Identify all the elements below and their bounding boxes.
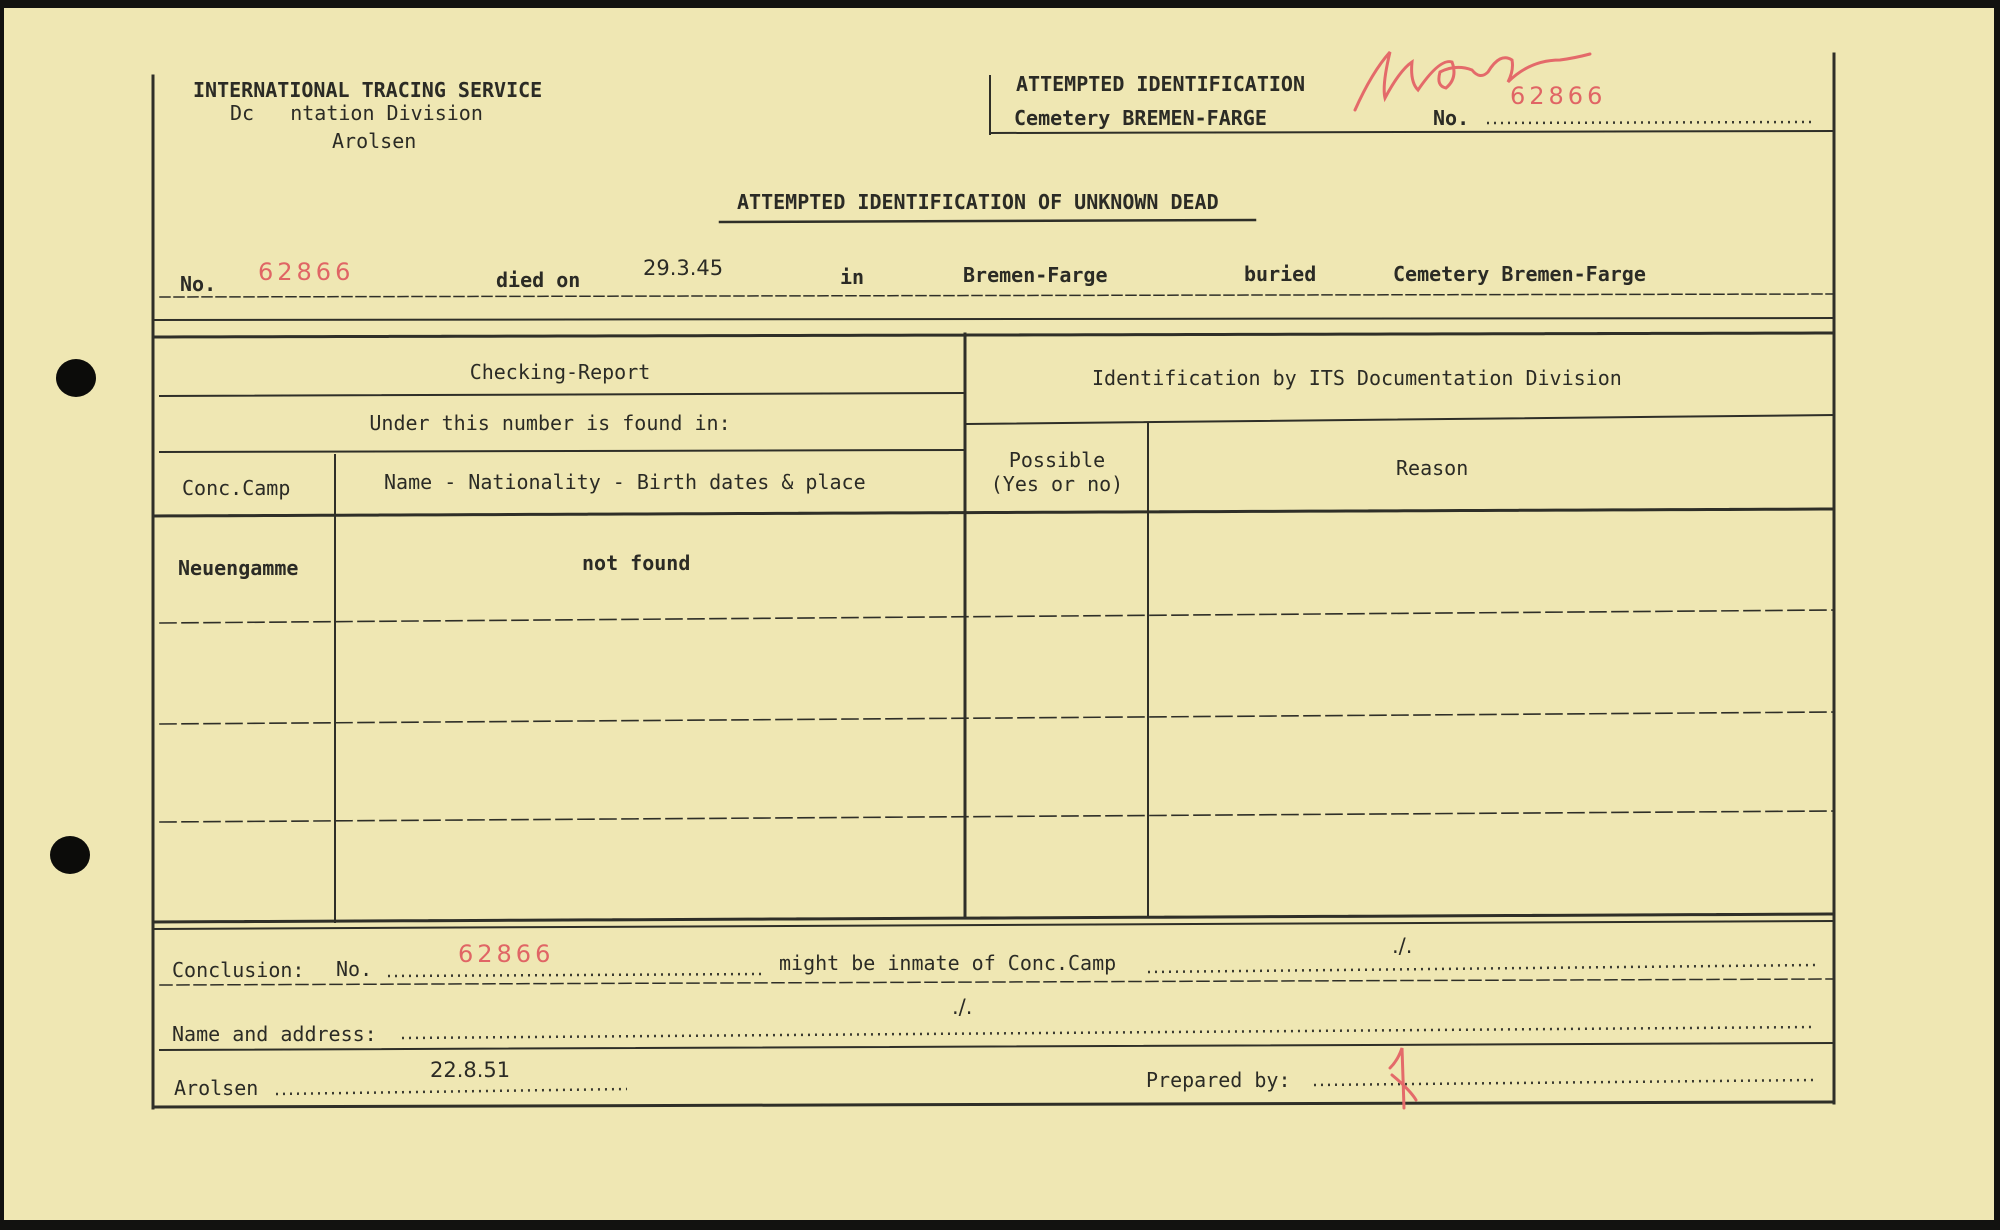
col-header-conc-camp: Conc.Camp: [182, 476, 291, 500]
form-title: ATTEMPTED IDENTIFICATION OF UNKNOWN DEAD: [737, 190, 1219, 214]
col-header-name: Name - Nationality - Birth dates & place: [384, 470, 866, 494]
identification-title: Identification by ITS Documentation Division: [1092, 366, 1622, 390]
conclusion-label: Conclusion:: [172, 958, 305, 982]
died-value: 29.3.45: [643, 256, 724, 280]
col-header-reason: Reason: [1396, 456, 1469, 480]
col-header-possible: Possible: [1008, 448, 1106, 472]
org-division: Dc ntation Division: [230, 101, 483, 125]
org-location: Arolsen: [332, 129, 417, 153]
header-no-label: No.: [1433, 106, 1470, 130]
handwritten-red-annotation: [1355, 52, 1590, 1108]
burial-place: Cemetery Bremen-Farge: [1393, 262, 1646, 286]
buried-label: buried: [1244, 262, 1317, 286]
header-no-value: 62866: [1510, 82, 1607, 110]
name-address-value: ./.: [952, 995, 973, 1019]
checking-report-subtitle: Under this number is found in:: [369, 411, 731, 435]
conclusion-no-label: No.: [336, 957, 373, 981]
in-label: in: [840, 265, 865, 289]
header-cemetery: Cemetery BREMEN-FARGE: [1014, 106, 1267, 130]
died-label: died on: [496, 268, 581, 292]
col-header-possible-hint: (Yes or no): [990, 472, 1124, 496]
date-value: 22.8.51: [430, 1058, 511, 1082]
record-no-value: 62866: [258, 258, 355, 286]
conclusion-camp-value: ./.: [1392, 934, 1413, 958]
row-name: not found: [582, 551, 691, 575]
record-no-label: No.: [180, 272, 217, 296]
org-name: INTERNATIONAL TRACING SERVICE: [193, 78, 543, 102]
row-camp: Neuengamme: [178, 556, 299, 580]
name-address-label: Name and address:: [172, 1022, 377, 1046]
place-of-death: Bremen-Farge: [963, 263, 1108, 287]
place-label: Arolsen: [174, 1076, 259, 1100]
checking-report-title: Checking-Report: [469, 360, 651, 384]
header-box-title: ATTEMPTED IDENTIFICATION: [1016, 72, 1305, 96]
conclusion-camp-label: might be inmate of Conc.Camp: [779, 951, 1117, 975]
prepared-by-label: Prepared by:: [1146, 1068, 1291, 1092]
conclusion-no-value: 62866: [458, 940, 555, 968]
